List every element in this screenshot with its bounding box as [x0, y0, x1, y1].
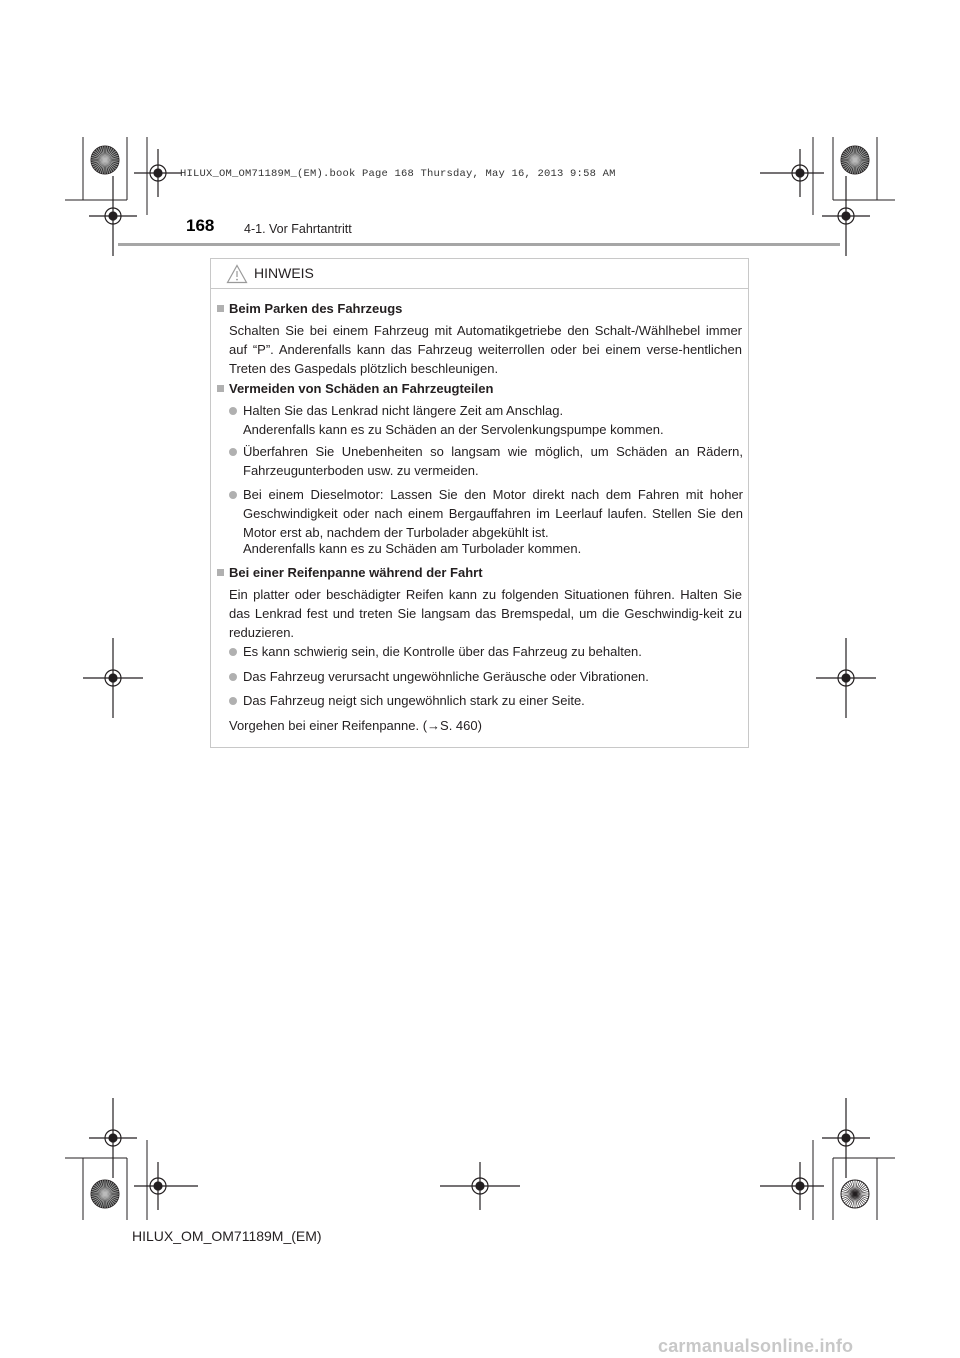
star-target-icon: [91, 146, 119, 174]
heading-square-icon: [217, 385, 224, 392]
list-item: Überfahren Sie Unebenheiten so langsam wie möglich, um Schäden an Rädern, Fahrzeugunterboden usw. zu vermeiden.: [243, 444, 743, 479]
notice-box: [210, 258, 749, 748]
page-number: 168: [186, 216, 215, 235]
print-info: HILUX_OM_OM71189M_(EM).book Page 168 Thursday, May 16, 2013 9:58 AM: [180, 168, 616, 180]
reference-link[interactable]: Vorgehen bei einer Reifenpanne. (→S. 460): [229, 718, 482, 733]
star-target-icon: [841, 1180, 869, 1208]
list-item: Halten Sie das Lenkrad nicht längere Zeit am Anschlag.: [243, 403, 564, 418]
star-target-icon: [841, 146, 869, 174]
section-heading: Vermeiden von Schäden an Fahrzeugteilen: [229, 381, 494, 396]
bullet-icon: [229, 407, 237, 415]
watermark: carmanualsonline.info: [658, 1336, 854, 1356]
section-heading: Bei einer Reifenpanne während der Fahrt: [229, 565, 483, 580]
warning-icon: [226, 264, 248, 284]
notice-header: [211, 259, 748, 289]
section-heading: Beim Parken des Fahrzeugs: [229, 301, 403, 316]
notice-title: HINWEIS: [254, 265, 314, 281]
section-text: Schalten Sie bei einem Fahrzeug mit Automatikgetriebe den Schalt-/Wählhebel immer auf “P”. Anderenfalls kann das Fahrzeug weiterrollen oder bei einem verse-hentlichen Treten des Gaspedals plötzlich beschleunigen.: [229, 323, 742, 377]
bullet-icon: [229, 448, 237, 456]
list-item: Das Fahrzeug verursacht ungewöhnliche Geräusche oder Vibrationen.: [243, 669, 649, 684]
star-target-icon: [91, 1180, 119, 1208]
section-text: Ein platter oder beschädigter Reifen kann zu folgenden Situationen führen. Halten Sie das Lenkrad fest und treten Sie langsam das Bremspedal, um die Geschwindig-keit zu reduzieren.: [229, 587, 742, 641]
section-title: 4-1. Vor Fahrtantritt: [244, 222, 352, 236]
document-code: HILUX_OM_OM71189M_(EM): [132, 1228, 322, 1244]
heading-square-icon: [217, 569, 224, 576]
bullet-icon: [229, 648, 237, 656]
bullet-icon: [229, 697, 237, 705]
bullet-icon: [229, 491, 237, 499]
list-item-continuation: Anderenfalls kann es zu Schäden an der Servolenkungspumpe kommen.: [243, 422, 664, 437]
bullet-icon: [229, 673, 237, 681]
heading-square-icon: [217, 305, 224, 312]
list-item: Das Fahrzeug neigt sich ungewöhnlich stark zu einer Seite.: [243, 693, 585, 708]
header-rule: [118, 243, 840, 246]
list-item: Es kann schwierig sein, die Kontrolle über das Fahrzeug zu behalten.: [243, 644, 642, 659]
list-item-continuation: Anderenfalls kann es zu Schäden am Turbolader kommen.: [243, 541, 582, 556]
list-item: Bei einem Dieselmotor: Lassen Sie den Motor direkt nach dem Fahren mit hoher Geschwindigkeit oder nach einem Bergauffahren im Leerlauf laufen. Stellen Sie den Motor erst ab, nachdem der Turbolader abgekühlt ist.: [243, 487, 743, 541]
